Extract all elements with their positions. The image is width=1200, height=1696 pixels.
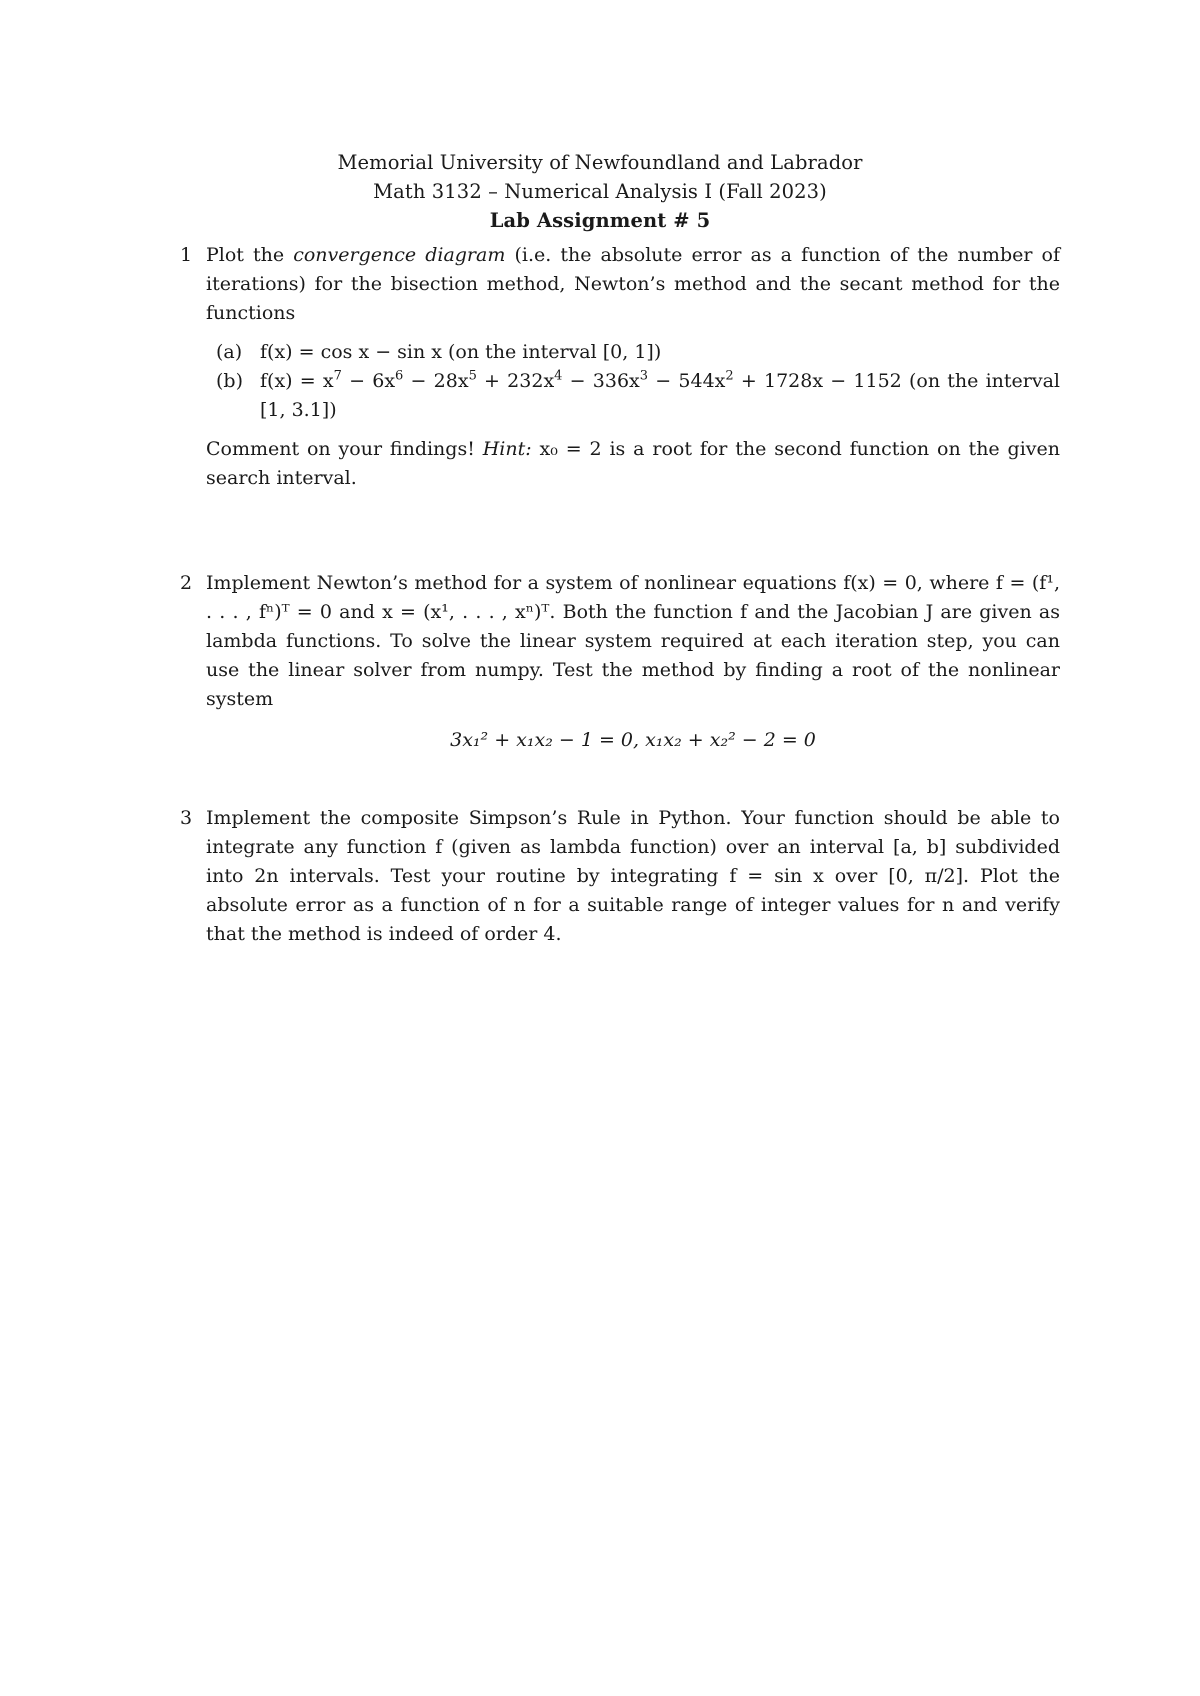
question-number: 3 <box>180 807 193 829</box>
question-1-comment: Comment on your findings! Hint: x₀ = 2 is a root for the second function on the given search interval. <box>206 438 1060 489</box>
question-1-intro: Plot the convergence diagram (i.e. the absolute error as a function of the number of iterations) for the bisection method, Newton’s method and the secant method for the functions <box>206 244 1060 324</box>
document-header <box>0 148 1200 235</box>
function-a: f(x) = cos x − sin x (on the interval [0, 1]) <box>260 341 662 363</box>
course-title: Math 3132 – Numerical Analysis I (Fall 2023) <box>373 180 827 203</box>
hint-label: Hint: <box>482 438 532 460</box>
function-b: $f(x) = x^7 - 6x^6 - 28x^5 + 232x^4 - 336x^3 - 544x^2 + 1728x - 1152$ (on the interval [1, 3.1]) <box>260 368 1060 421</box>
subitem-a: (a) f(x) = cos x − sin x (on the interval [0, 1]) <box>216 341 662 363</box>
question-number: 2 <box>180 572 193 594</box>
nonlinear-system-equation: 3x₁² + x₁x₂ − 1 = 0, x₁x₂ + x₂² − 2 = 0 <box>450 729 816 751</box>
question-number: 1 <box>180 244 193 266</box>
emphasis-term: convergence diagram <box>293 244 506 266</box>
question-3-text: Implement the composite Simpson’s Rule in Python. Your function should be able to integrate any function f (given as lambda function) over an interval [a, b] subdivided into 2n intervals. Test your routine by integrating f = sin x over [0, π/2]. Plot the absolute error as a function of n for a suitable range of integer values for n and verify that the method is indeed of order 4. <box>206 807 1060 945</box>
question-2-text: Implement Newton’s method for a system of nonlinear equations f(x) = 0, where f = (f¹, . . . , fⁿ)ᵀ = 0 and x = (x¹, . . . , xⁿ)ᵀ. Both the function f and the Jacobian J are given as lambda functions. To solve the linear system required at each iteration step, you can use the linear solver from numpy. Test the method by finding a root of the nonlinear system <box>206 572 1060 710</box>
subitem-b: (b) $f(x) = x^7 - 6x^6 - 28x^5 + 232x^4 - 336x^3 - 544x^2 + 1728x - 1152$ (on the interval [1, 3.1]) <box>216 368 1060 421</box>
assignment-title: Lab Assignment # 5 <box>489 209 711 232</box>
university-name: Memorial University of Newfoundland and Labrador <box>337 151 863 174</box>
